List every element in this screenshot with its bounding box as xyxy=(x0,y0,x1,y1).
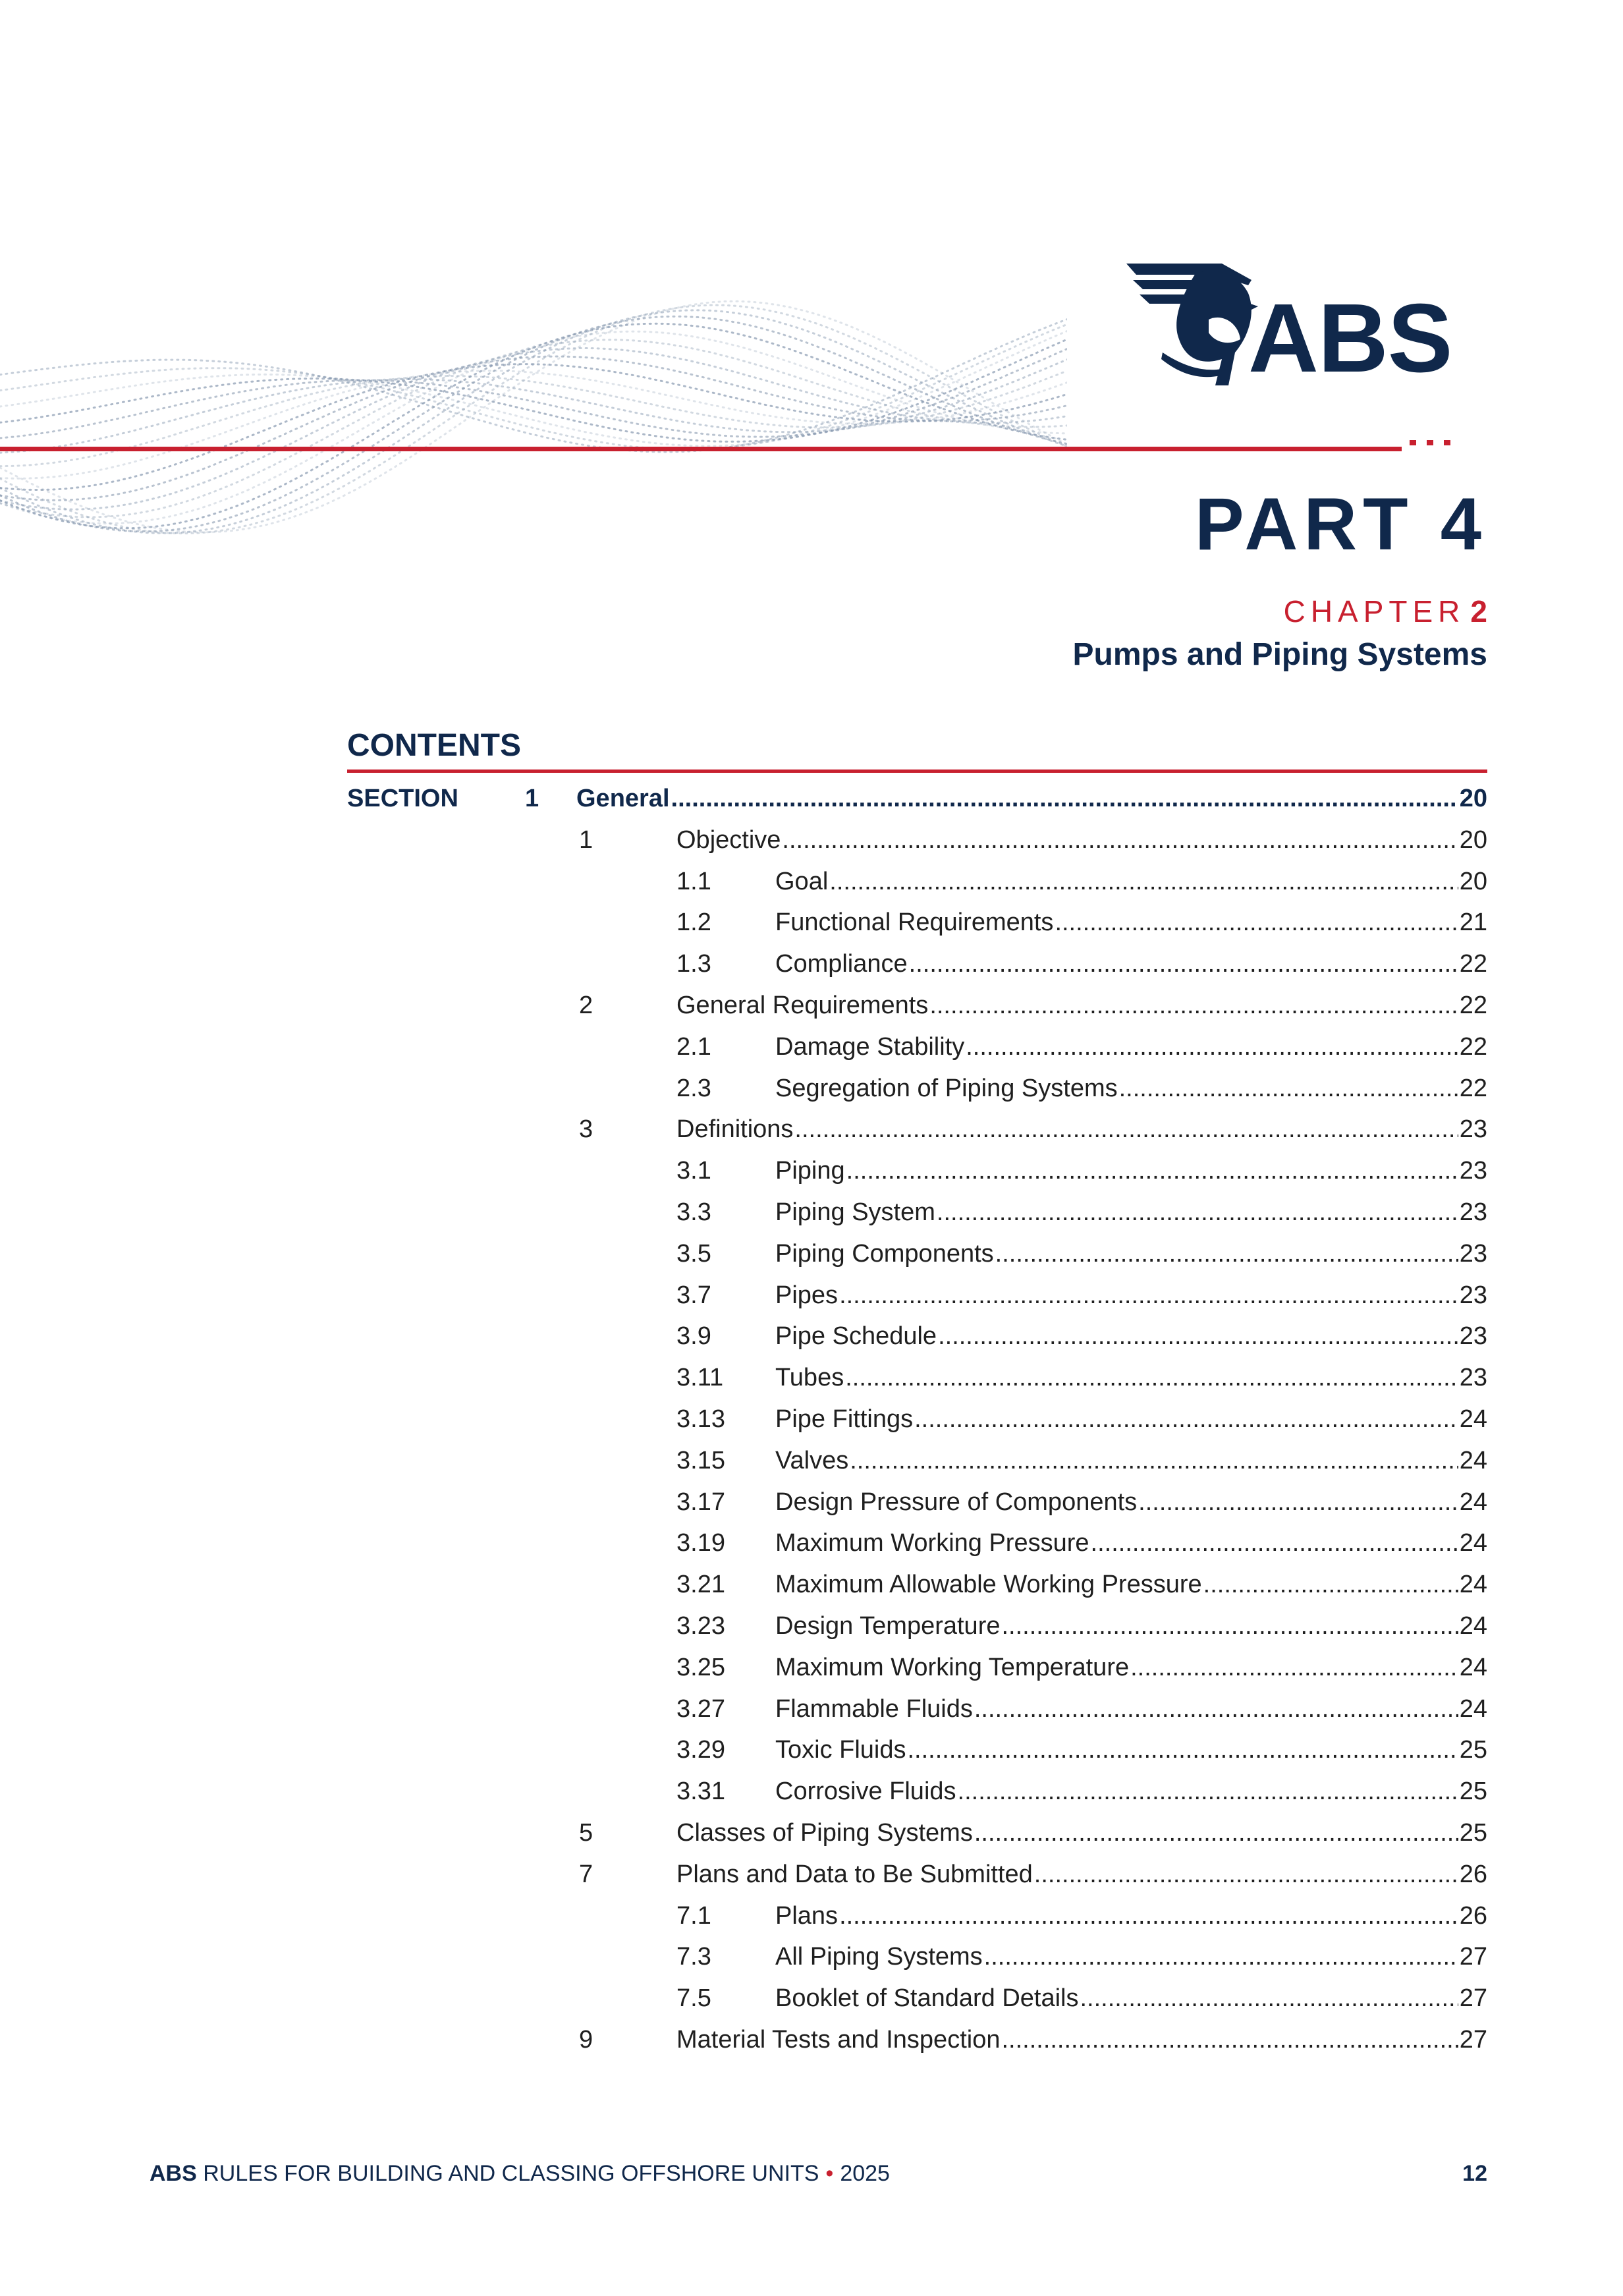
toc-entry-title: Compliance xyxy=(775,950,908,978)
toc-entry[interactable] xyxy=(347,2019,1487,2061)
toc-entry-number: 7.1 xyxy=(676,1901,711,1930)
toc-entry-page: 27 xyxy=(1459,2025,1487,2054)
toc-entry-page: 24 xyxy=(1459,1529,1487,1557)
toc-entry-title: Piping xyxy=(775,1157,845,1185)
toc-entry-title: Definitions xyxy=(676,1115,794,1144)
section-page: 20 xyxy=(1459,785,1487,812)
toc-entry[interactable] xyxy=(347,861,1487,903)
toc-entry-page: 23 xyxy=(1459,1115,1487,1144)
toc-entry[interactable] xyxy=(347,1068,1487,1109)
toc-entry-title: Piping System xyxy=(775,1198,935,1226)
header-red-rule xyxy=(0,447,1402,451)
toc-entry-number: 3.5 xyxy=(676,1239,711,1268)
page-number: 12 xyxy=(1462,2161,1487,2186)
toc-entry-page: 20 xyxy=(1459,867,1487,895)
chapter-word: CHAPTER xyxy=(1283,594,1466,629)
toc-entry-page: 22 xyxy=(1459,991,1487,1019)
toc-entry[interactable] xyxy=(347,1771,1487,1812)
chapter-number: 2 xyxy=(1470,594,1487,629)
footer-year: 2025 xyxy=(840,2161,890,2186)
toc-entry-title: Piping Components xyxy=(775,1239,994,1268)
toc-entry-page: 24 xyxy=(1459,1611,1487,1640)
toc-entry-page: 22 xyxy=(1459,1032,1487,1061)
toc-entry-title: Material Tests and Inspection xyxy=(676,2025,1001,2054)
toc-entry-page: 23 xyxy=(1459,1364,1487,1392)
toc-entry-number: 2.1 xyxy=(676,1032,711,1061)
toc-entry-page: 25 xyxy=(1459,1818,1487,1847)
toc-entry[interactable] xyxy=(347,985,1487,1026)
toc-entry-number: 1 xyxy=(579,826,593,854)
toc-entry-title: Pipe Fittings xyxy=(775,1405,914,1433)
toc-entry-number: 3.25 xyxy=(676,1653,725,1681)
toc-entry-title: Segregation of Piping Systems xyxy=(775,1074,1118,1102)
toc-entry[interactable] xyxy=(347,1606,1487,1647)
toc-entry-number: 3.23 xyxy=(676,1611,725,1640)
toc-entry-number: 3.13 xyxy=(676,1405,725,1433)
toc-entry-page: 22 xyxy=(1459,950,1487,978)
toc-entry-number: 3.29 xyxy=(676,1736,725,1764)
toc-entry-number: 9 xyxy=(579,2025,593,2054)
toc-entry[interactable] xyxy=(347,1026,1487,1068)
toc-entry-page: 20 xyxy=(1459,826,1487,854)
toc-entry[interactable] xyxy=(347,1812,1487,1854)
section-number: 1 xyxy=(525,785,539,812)
toc-entry-page: 23 xyxy=(1459,1281,1487,1309)
toc-entry[interactable] xyxy=(347,1895,1487,1937)
toc-entry-number: 1.2 xyxy=(676,909,711,937)
toc-entry[interactable] xyxy=(347,1233,1487,1275)
toc-entry[interactable] xyxy=(347,1357,1487,1399)
toc-entry-number: 2 xyxy=(579,991,593,1019)
contents-red-rule xyxy=(347,770,1487,773)
logo-wordmark: ABS xyxy=(1248,284,1452,393)
section-title: General xyxy=(576,785,670,812)
toc-entry-page: 24 xyxy=(1459,1653,1487,1681)
toc-entry-page: 27 xyxy=(1459,1943,1487,1971)
red-dots-decoration xyxy=(1410,440,1450,445)
toc-entry-title: General Requirements xyxy=(676,991,929,1019)
toc-entry[interactable] xyxy=(347,1936,1487,1978)
toc-entry-page: 24 xyxy=(1459,1694,1487,1723)
toc-entry-page: 24 xyxy=(1459,1446,1487,1474)
toc-entry-page: 27 xyxy=(1459,1984,1487,2013)
toc-entry[interactable] xyxy=(347,1854,1487,1895)
toc-entry-number: 3.21 xyxy=(676,1571,725,1599)
toc-entry-number: 3.31 xyxy=(676,1778,725,1806)
toc-entry[interactable] xyxy=(347,1523,1487,1564)
toc-entry-page: 23 xyxy=(1459,1157,1487,1185)
toc-entry-title: Damage Stability xyxy=(775,1032,965,1061)
footer-brand: ABS xyxy=(150,2161,197,2186)
toc-entry-page: 26 xyxy=(1459,1860,1487,1888)
toc-entry-number: 3.17 xyxy=(676,1488,725,1516)
toc-entry-number: 3.27 xyxy=(676,1694,725,1723)
toc-entry-title: Pipe Schedule xyxy=(775,1322,937,1351)
toc-entry-page: 23 xyxy=(1459,1239,1487,1268)
toc-entry-page: 25 xyxy=(1459,1736,1487,1764)
toc-entry-number: 7.3 xyxy=(676,1943,711,1971)
toc-entry[interactable] xyxy=(347,1316,1487,1357)
toc-entry-page: 26 xyxy=(1459,1901,1487,1930)
chapter-label xyxy=(1284,596,1487,627)
footer-bullet: • xyxy=(825,2161,834,2186)
toc-entry-title: Objective xyxy=(676,826,781,854)
table-of-contents xyxy=(347,778,1487,2061)
toc-entry-title: Valves xyxy=(775,1446,849,1474)
toc-entry-title: Corrosive Fluids xyxy=(775,1778,956,1806)
chapter-title: Pumps and Piping Systems xyxy=(1072,637,1487,672)
toc-entry[interactable] xyxy=(347,1564,1487,1606)
toc-entry-title: All Piping Systems xyxy=(775,1943,983,1971)
toc-entry[interactable] xyxy=(347,1729,1487,1771)
footer-publication xyxy=(150,2162,890,2185)
toc-entry-page: 23 xyxy=(1459,1198,1487,1226)
toc-entry-title: Classes of Piping Systems xyxy=(676,1818,973,1847)
toc-entry-title: Design Pressure of Components xyxy=(775,1488,1138,1516)
toc-entry-page: 24 xyxy=(1459,1488,1487,1516)
toc-entry[interactable] xyxy=(347,1978,1487,2019)
toc-entry-title: Functional Requirements xyxy=(775,909,1054,937)
toc-entry[interactable] xyxy=(347,820,1487,861)
toc-entry-number: 3.7 xyxy=(676,1281,711,1309)
toc-entry-page: 25 xyxy=(1459,1778,1487,1806)
toc-entry-page: 24 xyxy=(1459,1405,1487,1433)
part-title: PART 4 xyxy=(1195,483,1487,565)
toc-entry-title: Toxic Fluids xyxy=(775,1736,906,1764)
toc-entry-title: Goal xyxy=(775,867,829,895)
toc-entry-page: 22 xyxy=(1459,1074,1487,1102)
toc-entry-title: Tubes xyxy=(775,1364,844,1392)
toc-entry[interactable] xyxy=(347,1689,1487,1730)
toc-entry[interactable] xyxy=(347,1275,1487,1316)
toc-entry-page: 23 xyxy=(1459,1322,1487,1351)
toc-entry-title: Plans xyxy=(775,1901,839,1930)
footer-title: RULES FOR BUILDING AND CLASSING OFFSHORE UNITS xyxy=(203,2161,819,2186)
toc-entry[interactable] xyxy=(347,1399,1487,1440)
toc-entry-title: Design Temperature xyxy=(775,1611,1001,1640)
toc-entry[interactable] xyxy=(347,1192,1487,1233)
toc-entry-number: 3.15 xyxy=(676,1446,725,1474)
toc-entry-number: 7.5 xyxy=(676,1984,711,2013)
toc-entry[interactable] xyxy=(347,943,1487,985)
decorative-dotted-wave xyxy=(0,237,1067,606)
toc-entry-number: 5 xyxy=(579,1818,593,1847)
toc-entry-number: 3.9 xyxy=(676,1322,711,1351)
toc-entry-page: 24 xyxy=(1459,1571,1487,1599)
toc-entry[interactable] xyxy=(347,1150,1487,1192)
toc-entry-number: 1.3 xyxy=(676,950,711,978)
toc-entry-title: Maximum Working Pressure xyxy=(775,1529,1089,1557)
toc-entry-title: Flammable Fluids xyxy=(775,1694,973,1723)
toc-entry-number: 7 xyxy=(579,1860,593,1888)
toc-entry-title: Pipes xyxy=(775,1281,839,1309)
section-label: SECTION xyxy=(347,785,458,812)
toc-entry-number: 1.1 xyxy=(676,867,711,895)
toc-entry[interactable] xyxy=(347,902,1487,943)
contents-heading: CONTENTS xyxy=(347,728,521,763)
toc-entry[interactable] xyxy=(347,1482,1487,1523)
toc-entry-number: 3 xyxy=(579,1115,593,1144)
toc-entry-number: 3.3 xyxy=(676,1198,711,1226)
toc-entry-page: 21 xyxy=(1459,909,1487,937)
toc-entry[interactable] xyxy=(347,1647,1487,1689)
toc-entry-title: Maximum Working Temperature xyxy=(775,1653,1130,1681)
toc-entry-number: 3.1 xyxy=(676,1157,711,1185)
toc-entry[interactable] xyxy=(347,1109,1487,1150)
toc-entry-title: Booklet of Standard Details xyxy=(775,1984,1079,2013)
toc-entry[interactable] xyxy=(347,1440,1487,1482)
toc-entry-number: 3.19 xyxy=(676,1529,725,1557)
toc-entry-title: Maximum Allowable Working Pressure xyxy=(775,1571,1202,1599)
toc-entry-title: Plans and Data to Be Submitted xyxy=(676,1860,1033,1888)
toc-section-row[interactable] xyxy=(347,778,1487,820)
toc-entry-number: 3.11 xyxy=(676,1364,724,1392)
toc-entry-number: 2.3 xyxy=(676,1074,711,1102)
